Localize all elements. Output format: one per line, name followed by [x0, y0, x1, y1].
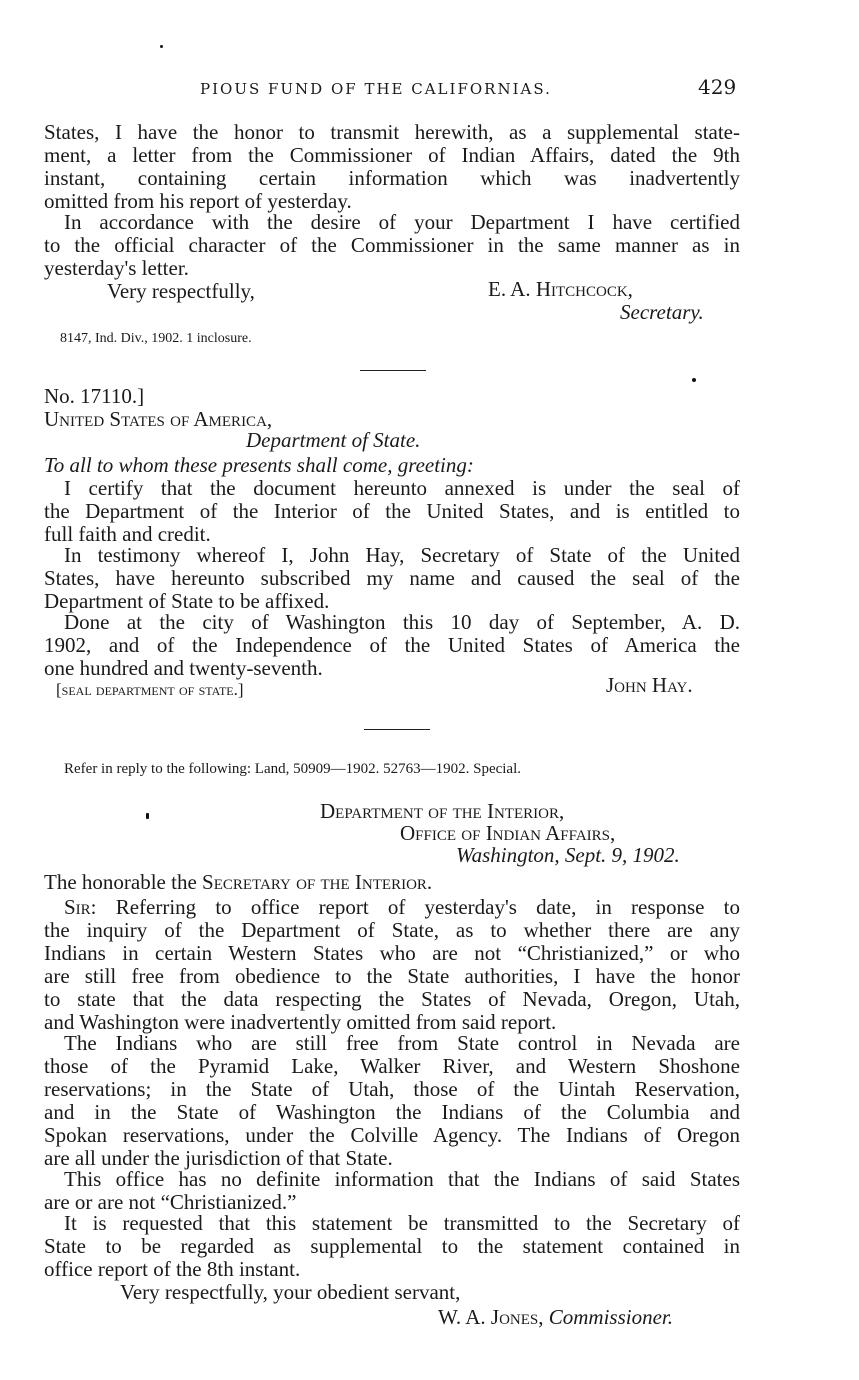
running-title: PIOUS FUND OF THE CALIFORNIAS.: [200, 80, 552, 98]
text-line: are still free from obedience to the State authorities, I have the honor: [44, 964, 740, 988]
text-line: and Washington were inadvertently omitted from said report.: [44, 1010, 557, 1034]
page-number: 429: [698, 75, 737, 99]
text-line: 1902, and of the Independence of the United States of America the: [44, 633, 740, 657]
office-heading: Office of Indian Affairs,: [400, 821, 616, 845]
text-line: Spokan reservations, under the Colville Agency. The Indians of Oregon: [44, 1123, 740, 1147]
signer-name: E. A. Hitchcock,: [488, 277, 633, 301]
document-number: No. 17110.]: [44, 384, 145, 408]
text-line: the inquiry of the Department of State, as to whether there are any: [44, 918, 740, 942]
text-line: States, I have the honor to transmit herewith, as a supplemental state-: [44, 120, 740, 144]
text-line: instant, containing certain information which was inadvertently: [44, 166, 740, 190]
text-line: yesterday's letter.: [44, 256, 189, 280]
text-line: Done at the city of Washington this 10 day of September, A. D.: [64, 610, 740, 634]
department-heading: Department of the Interior,: [320, 799, 565, 823]
department-line: Department of State.: [246, 428, 421, 452]
text-line: [64, 896, 740, 919]
ink-speck: [146, 813, 149, 819]
text-span: Referring to office report of yesterday's date, in response to: [115, 895, 740, 919]
signer-name: John Hay.: [606, 673, 693, 697]
closing: Very respectfully, your obedient servant,: [120, 1280, 461, 1304]
text-line: The Indians who are still free from State control in Nevada are: [64, 1031, 740, 1055]
text-line: State to be regarded as supplemental to the statement contained in: [44, 1234, 740, 1258]
ink-speck: [692, 378, 696, 382]
text-line: Indians in certain Western States who are not “Christianized,” or who: [44, 941, 740, 965]
text-line: Department of State to be affixed.: [44, 589, 330, 613]
text-line: to state that the data respecting the States of Nevada, Oregon, Utah,: [44, 987, 740, 1011]
text-line: one hundred and twenty-seventh.: [44, 656, 323, 680]
addressee-prefix: The honorable the: [44, 870, 203, 894]
section-divider: [364, 729, 430, 730]
seal-line: [seal department of state.]: [56, 680, 244, 699]
addressee-title: Secretary of the Interior.: [202, 870, 433, 894]
reference-line: 8147, Ind. Div., 1902. 1 inclosure.: [60, 331, 252, 346]
text-line: reservations; in the State of Utah, those of the Uintah Reservation,: [44, 1077, 740, 1101]
text-line: and in the State of Washington the Indians of the Columbia and: [44, 1100, 740, 1124]
text-line: States, have hereunto subscribed my name and caused the seal of the: [44, 566, 740, 590]
text-line: This office has no definite information that the Indians of said States: [64, 1167, 740, 1191]
text-line: It is requested that this statement be transmitted to the Secretary of: [64, 1211, 740, 1235]
closing: Very respectfully,: [107, 279, 255, 303]
country-line: United States of America,: [44, 407, 273, 431]
signer-title: Commissioner.: [548, 1305, 674, 1329]
text-line: full faith and credit.: [44, 522, 211, 546]
text-line: are or are not “Christianized.”: [44, 1190, 297, 1214]
signer-title: Secretary.: [620, 300, 704, 324]
salutation: Sir:: [64, 895, 97, 919]
place-date: Washington, Sept. 9, 1902.: [456, 843, 680, 867]
text-line: omitted from his report of yesterday.: [44, 189, 352, 213]
text-line: the Department of the Interior of the United States, and is entitled to: [44, 499, 740, 523]
text-line: I certify that the document hereunto annexed is under the seal of: [64, 476, 740, 500]
text-line: to the official character of the Commissioner in the same manner as in: [44, 233, 740, 257]
text-line: are all under the jurisdiction of that State.: [44, 1146, 393, 1170]
text-line: In testimony whereof I, John Hay, Secretary of State of the United: [64, 543, 740, 567]
greeting: To all to whom these presents shall come, greeting:: [44, 453, 474, 477]
section-divider: [360, 370, 426, 371]
text-line: office report of the 8th instant.: [44, 1257, 301, 1281]
signer-name: W. A. Jones,: [438, 1305, 544, 1329]
refer-line: Refer in reply to the following: Land, 50909—1902. 52763—1902. Special.: [64, 761, 522, 777]
ink-speck: [160, 45, 163, 48]
text-line: In accordance with the desire of your Department I have certified: [64, 210, 740, 234]
text-line: those of the Pyramid Lake, Walker River, and Western Shoshone: [44, 1054, 740, 1078]
signature-block: [438, 1306, 673, 1329]
addressee: [44, 871, 432, 894]
text-line: ment, a letter from the Commissioner of Indian Affairs, dated the 9th: [44, 143, 740, 167]
